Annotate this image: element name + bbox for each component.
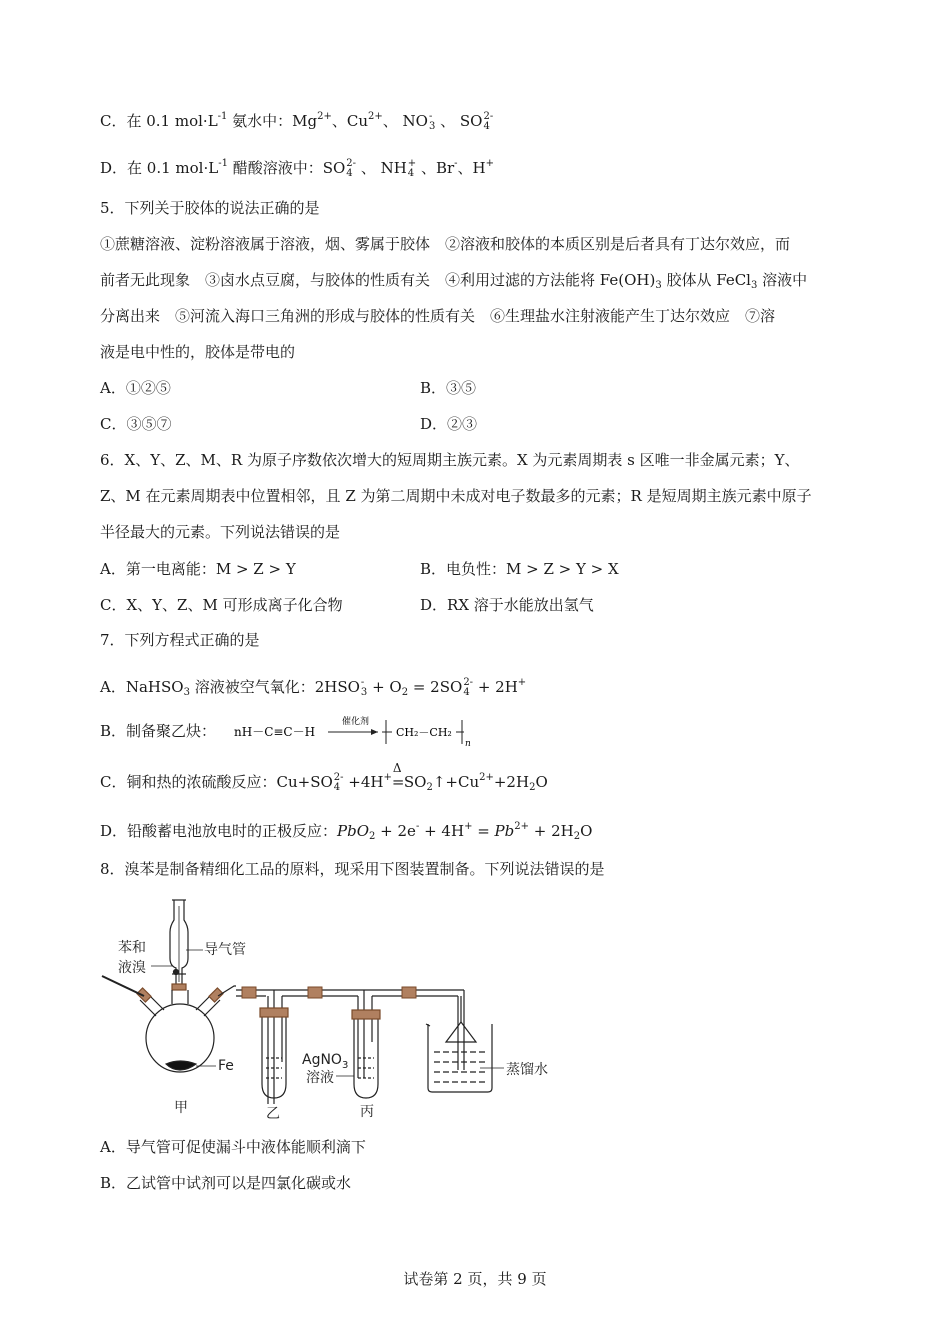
q7-option-c: C．铜和热的浓硫酸反应：Cu+SO 2- 4 +4H+ Δ $=SO_2↑+Cu^{2+}+2H_2O$: [100, 767, 548, 799]
b-subscript-n: n: [465, 739, 471, 749]
dropping-funnel: [170, 900, 188, 990]
stirring-rod: [102, 976, 144, 996]
q4-option-c: C．在 0.1 $mol\cdot L^{-1}$ 氨水中：$Mg^{2+}$、$Cu^{2+}$、 NO - 3 、 SO 2- 4: [100, 111, 494, 132]
q6-option-b: B．电负性：M > Z > Y > X: [420, 560, 619, 578]
label-bing: 丙: [360, 1104, 374, 1120]
q5-line2: 前者无此现象 ③卤水点豆腐，与胶体的性质有关 ④利用过滤的方法能将 $Fe(OH)_3$ 胶体从 FeCl$_3$ 溶液中: [100, 271, 808, 291]
reaction-arrowhead: [371, 729, 378, 735]
connecting-tubes: [218, 986, 464, 1104]
q5-option-c: C．③⑤⑦: [100, 415, 172, 433]
q5-option-b: B．③⑤: [420, 379, 477, 397]
q6-line1: 6．X、Y、Z、M、R 为原子序数依次增大的短周期主族元素。X 为元素周期表 s 区唯一非金属元素；Y、: [100, 451, 800, 469]
q6-option-a: A．第一电离能：M > Z > Y: [100, 560, 296, 578]
q7-stem: 7．下列方程式正确的是: [100, 631, 260, 649]
label-guide-tube: 导气管: [204, 942, 246, 958]
q8-stem: 8．溴苯是制备精细化工品的原料，现采用下图装置制备。下列说法错误的是: [100, 860, 605, 878]
rubber-joint-1: [242, 987, 256, 998]
label-agno3-line1: AgNO$_3$: [302, 1052, 349, 1071]
beaker: [426, 996, 492, 1092]
rubber-joint-2: [308, 987, 322, 998]
q5-option-a: A．①②⑤: [100, 379, 171, 397]
q5-line4: 液是电中性的，胶体是带电的: [100, 343, 296, 361]
q5-line3: 分离出来 ⑤河流入海口三角洲的形成与胶体的性质有关 ⑥生理盐水注射液能产生丁达尔效应 ⑦溶: [100, 307, 776, 325]
label-benzene-line2: 液溴: [118, 960, 146, 976]
apparatus-diagram: [96, 892, 566, 1124]
q6-option-c: C．X、Y、Z、M 可形成离子化合物: [100, 596, 343, 614]
label-benzene-line1: 苯和: [118, 940, 146, 956]
q4-option-d: D．在 0.1 $mol\cdot L^{-1}$ 醋酸溶液中：SO 2- 4 、 NH + 4 、Br-、H+: [100, 158, 495, 179]
test-tube-bing: [352, 1010, 380, 1098]
label-distilled-water: 蒸馏水: [506, 1062, 548, 1078]
q7-option-d: D．铅酸蓄电池放电时的正极反应：$PbO_2 + 2e^- + 4H^+ = Pb^{2+} + 2H_2O$: [100, 821, 593, 842]
rubber-joint-3: [402, 987, 416, 998]
q5-line1: ①蔗糖溶液、淀粉溶液属于溶液，烟、雾属于胶体 ②溶液和胶体的本质区别是后者具有丁达尔效应，而: [100, 235, 791, 253]
three-neck-flask: [137, 988, 223, 1072]
b-catalyst: 催化剂: [342, 717, 370, 727]
q7-option-b: B．制备聚乙炔：: [100, 722, 217, 740]
q7-option-a: A．NaHSO$_3$ 溶液被空气氧化：2HSO - 3 + $O_2 = 2SO$ 2- 4 + 2H+: [100, 677, 527, 698]
label-yi: 乙: [266, 1106, 280, 1122]
q5-stem: 5．下列关于胶体的说法正确的是: [100, 199, 320, 217]
q6-option-d: D．RX 溶于水能放出氢气: [420, 596, 594, 614]
c-delta: Δ: [392, 761, 402, 775]
q6-line3: 半径最大的元素。下列说法错误的是: [100, 523, 341, 541]
label-agno3-line2: 溶液: [306, 1070, 334, 1086]
polyacetylene-equation: [232, 710, 482, 750]
q8-option-a: A．导气管可促使漏斗中液体能顺利滴下: [100, 1138, 366, 1156]
q8-option-b: B．乙试管中试剂可以是四氯化碳或水: [100, 1174, 352, 1192]
label-fe: Fe: [218, 1058, 234, 1074]
q6-line2: Z、M 在元素周期表中位置相邻，且 Z 为第二周期中未成对电子数最多的元素；R 是短周期主族元素中原子: [100, 487, 812, 505]
b-reactant: nH－C≡C－H: [234, 725, 316, 739]
page-footer: 试卷第 2 页，共 9 页: [403, 1270, 547, 1288]
b-product: CH₂－CH₂: [396, 726, 452, 739]
q5-option-d: D．②③: [420, 415, 478, 433]
label-jia: 甲: [174, 1100, 188, 1116]
